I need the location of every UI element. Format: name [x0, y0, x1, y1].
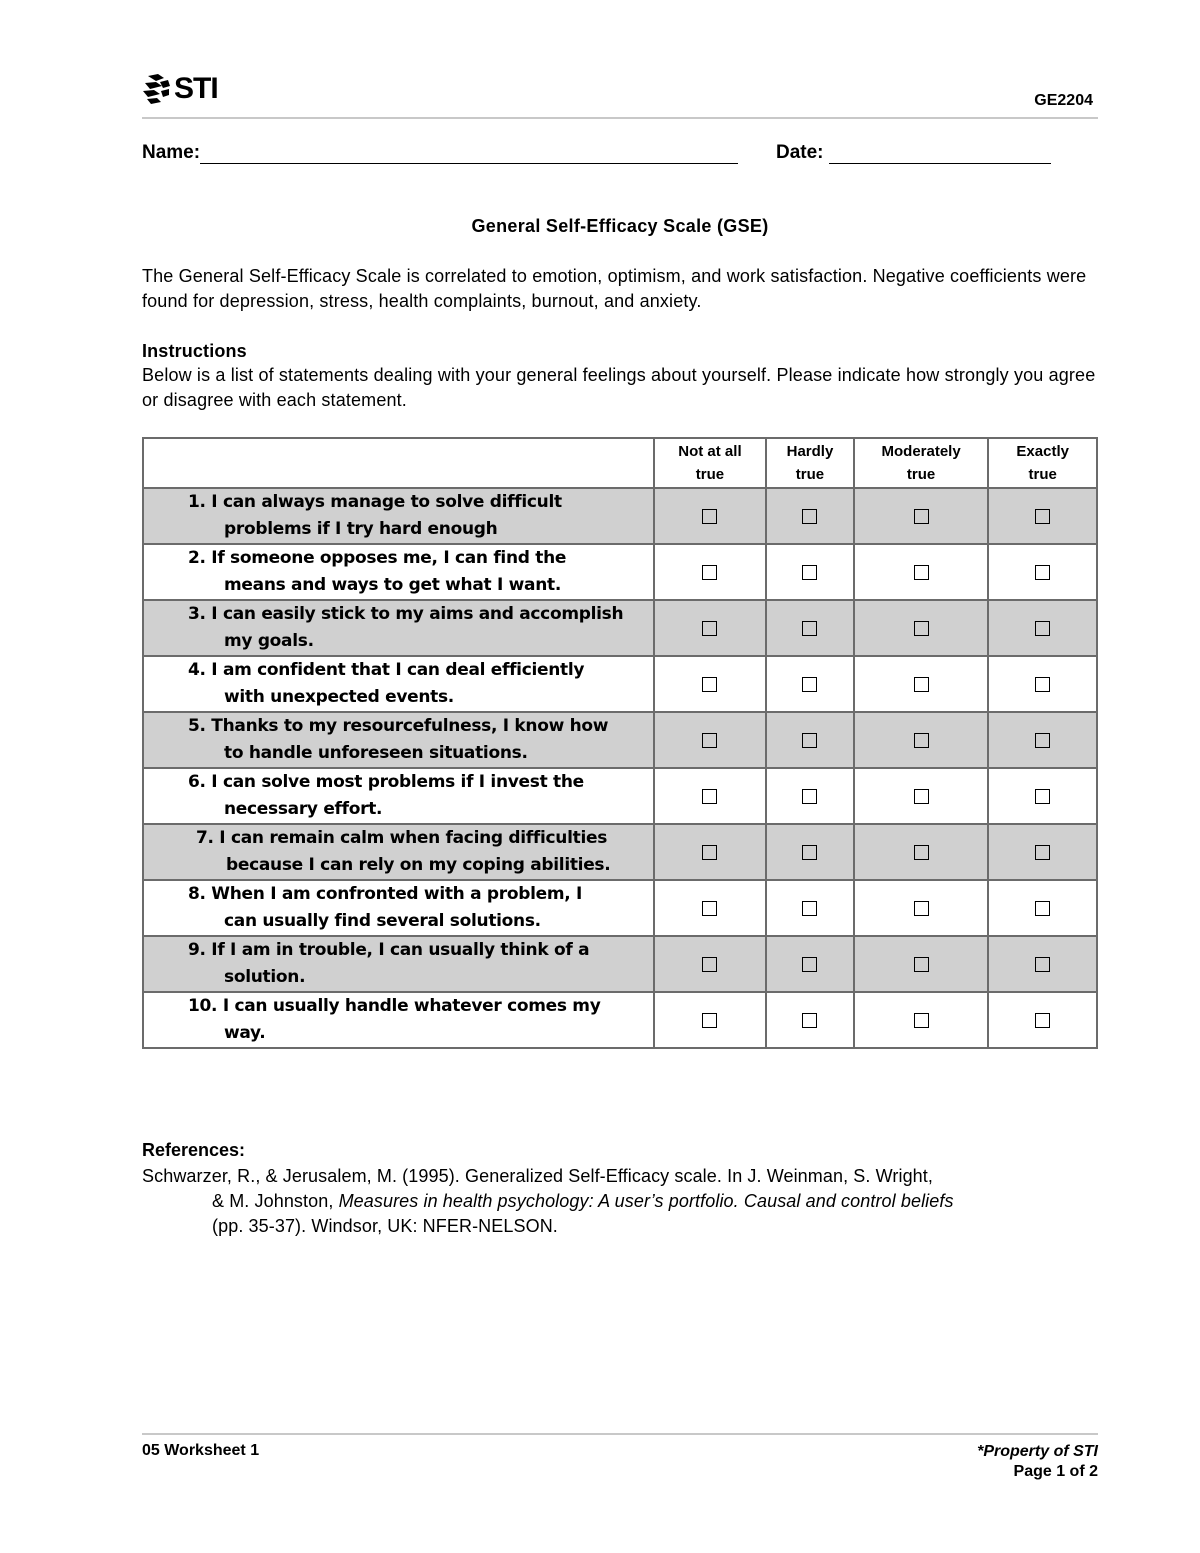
checkbox[interactable] — [702, 621, 717, 636]
option-cell — [988, 992, 1097, 1048]
header-moderately-true: Moderately true — [854, 438, 989, 488]
checkbox[interactable] — [802, 621, 817, 636]
checkbox[interactable] — [802, 845, 817, 860]
checkbox[interactable] — [802, 957, 817, 972]
option-cell — [766, 600, 854, 656]
instructions-heading: Instructions — [142, 341, 247, 361]
option-cell — [766, 656, 854, 712]
option-cell — [654, 936, 766, 992]
option-cell — [988, 880, 1097, 936]
statement-cell: 9. If I am in trouble, I can usually think of a solution. — [143, 936, 654, 992]
option-cell — [766, 712, 854, 768]
footer-divider — [142, 1433, 1098, 1435]
checkbox[interactable] — [1035, 733, 1050, 748]
checkbox[interactable] — [914, 677, 929, 692]
page-title: General Self-Efficacy Scale (GSE) — [471, 216, 769, 236]
option-cell — [654, 656, 766, 712]
checkbox[interactable] — [914, 789, 929, 804]
gse-table — [142, 437, 1098, 1049]
statement-cell: 5. Thanks to my resourcefulness, I know how to handle unforeseen situations. — [143, 712, 654, 768]
checkbox[interactable] — [1035, 509, 1050, 524]
option-cell — [854, 600, 989, 656]
option-cell — [654, 824, 766, 880]
header-divider — [142, 117, 1098, 119]
option-cell — [854, 544, 989, 600]
table-row — [143, 936, 1097, 992]
instructions-text: Below is a list of statements dealing with your general feelings about yourself. Please indicate how strongly you agree or disagree with each statement. — [142, 365, 1096, 410]
option-cell — [854, 712, 989, 768]
option-cell — [988, 544, 1097, 600]
reference-line2: & M. Johnston, Measures in health psychology: A user’s portfolio. Causal and control beliefs — [212, 1191, 954, 1211]
option-cell — [654, 992, 766, 1048]
option-cell — [766, 936, 854, 992]
statement-cell: 2. If someone opposes me, I can find the means and ways to get what I want. — [143, 544, 654, 600]
table-row — [143, 880, 1097, 936]
option-cell — [854, 824, 989, 880]
option-cell — [766, 488, 854, 544]
checkbox[interactable] — [1035, 957, 1050, 972]
checkbox[interactable] — [914, 1013, 929, 1028]
option-cell — [766, 992, 854, 1048]
table-header-row — [143, 438, 1097, 488]
checkbox[interactable] — [914, 733, 929, 748]
checkbox[interactable] — [914, 901, 929, 916]
option-cell — [766, 824, 854, 880]
header-exactly-true: Exactly true — [988, 438, 1097, 488]
checkbox[interactable] — [802, 901, 817, 916]
name-field[interactable] — [142, 142, 738, 164]
checkbox[interactable] — [702, 565, 717, 580]
option-cell — [854, 936, 989, 992]
statement-cell: 8. When I am confronted with a problem, I can usually find several solutions. — [143, 880, 654, 936]
checkbox[interactable] — [802, 565, 817, 580]
footer-property: *Property of STI — [977, 1443, 1098, 1460]
intro-paragraph: The General Self-Efficacy Scale is correlated to emotion, optimism, and work satisfaction. Negative coefficients were found for depression, stress, health complaints, burnout, and anxiety. — [142, 266, 1087, 311]
checkbox[interactable] — [702, 509, 717, 524]
reference-line3: (pp. 35-37). Windsor, UK: NFER-NELSON. — [212, 1216, 558, 1236]
option-cell — [854, 768, 989, 824]
header-not-at-all-true: Not at all true — [654, 438, 766, 488]
option-cell — [654, 712, 766, 768]
checkbox[interactable] — [702, 733, 717, 748]
checkbox[interactable] — [702, 1013, 717, 1028]
statement-cell: 3. I can easily stick to my aims and accomplish my goals. — [143, 600, 654, 656]
option-cell — [766, 544, 854, 600]
date-label: Date: — [776, 142, 824, 163]
checkbox[interactable] — [802, 1013, 817, 1028]
logo-text: STI — [174, 72, 218, 105]
checkbox[interactable] — [802, 733, 817, 748]
checkbox[interactable] — [914, 621, 929, 636]
checkbox[interactable] — [1035, 565, 1050, 580]
checkbox[interactable] — [702, 901, 717, 916]
table-row — [143, 600, 1097, 656]
checkbox[interactable] — [914, 565, 929, 580]
header-hardly-true: Hardly true — [766, 438, 854, 488]
option-cell — [988, 600, 1097, 656]
checkbox[interactable] — [1035, 1013, 1050, 1028]
checkbox[interactable] — [1035, 677, 1050, 692]
option-cell — [854, 880, 989, 936]
references-heading: References: — [142, 1140, 246, 1160]
date-field[interactable] — [776, 142, 1051, 164]
statement-cell: 10. I can usually handle whatever comes my way. — [143, 992, 654, 1048]
footer-right — [977, 1442, 1098, 1482]
option-cell — [654, 544, 766, 600]
option-cell — [766, 880, 854, 936]
checkbox[interactable] — [1035, 789, 1050, 804]
statement-cell: 7. I can remain calm when facing difficulties because I can rely on my coping abilities. — [143, 824, 654, 880]
statement-cell: 4. I am confident that I can deal efficiently with unexpected events. — [143, 656, 654, 712]
table-row — [143, 824, 1097, 880]
checkbox[interactable] — [914, 957, 929, 972]
table-row — [143, 544, 1097, 600]
table-row — [143, 768, 1097, 824]
reference-line1: Schwarzer, R., & Jerusalem, M. (1995). Generalized Self-Efficacy scale. In J. Weinman, S. Wright, — [142, 1166, 933, 1186]
checkbox[interactable] — [702, 677, 717, 692]
option-cell — [988, 768, 1097, 824]
option-cell — [988, 656, 1097, 712]
option-cell — [988, 936, 1097, 992]
option-cell — [654, 488, 766, 544]
option-cell — [654, 768, 766, 824]
option-cell — [988, 824, 1097, 880]
header-empty-cell — [143, 438, 654, 488]
course-code: GE2204 — [1034, 92, 1093, 109]
date-underline[interactable] — [829, 145, 1051, 164]
option-cell — [766, 768, 854, 824]
checkbox[interactable] — [702, 845, 717, 860]
globe-icon — [142, 72, 172, 106]
option-cell — [988, 712, 1097, 768]
checkbox[interactable] — [802, 789, 817, 804]
name-underline[interactable] — [200, 145, 738, 164]
checkbox[interactable] — [914, 845, 929, 860]
option-cell — [654, 600, 766, 656]
option-cell — [854, 488, 989, 544]
statement-cell: 6. I can solve most problems if I invest the necessary effort. — [143, 768, 654, 824]
checkbox[interactable] — [702, 789, 717, 804]
checkbox[interactable] — [1035, 621, 1050, 636]
statement-cell: 1. I can always manage to solve difficult problems if I try hard enough — [143, 488, 654, 544]
checkbox[interactable] — [802, 677, 817, 692]
option-cell — [988, 488, 1097, 544]
footer-page: Page 1 of 2 — [1013, 1463, 1098, 1480]
footer-worksheet: 05 Worksheet 1 — [142, 1442, 260, 1459]
checkbox[interactable] — [1035, 845, 1050, 860]
table-row — [143, 992, 1097, 1048]
sti-logo — [142, 70, 222, 108]
checkbox[interactable] — [914, 509, 929, 524]
checkbox[interactable] — [1035, 901, 1050, 916]
option-cell — [854, 992, 989, 1048]
name-label: Name: — [142, 142, 201, 163]
reference-entry — [142, 1164, 1102, 1239]
option-cell — [654, 880, 766, 936]
table-row — [143, 712, 1097, 768]
table-row — [143, 656, 1097, 712]
table-row — [143, 488, 1097, 544]
checkbox[interactable] — [702, 957, 717, 972]
checkbox[interactable] — [802, 509, 817, 524]
option-cell — [854, 656, 989, 712]
